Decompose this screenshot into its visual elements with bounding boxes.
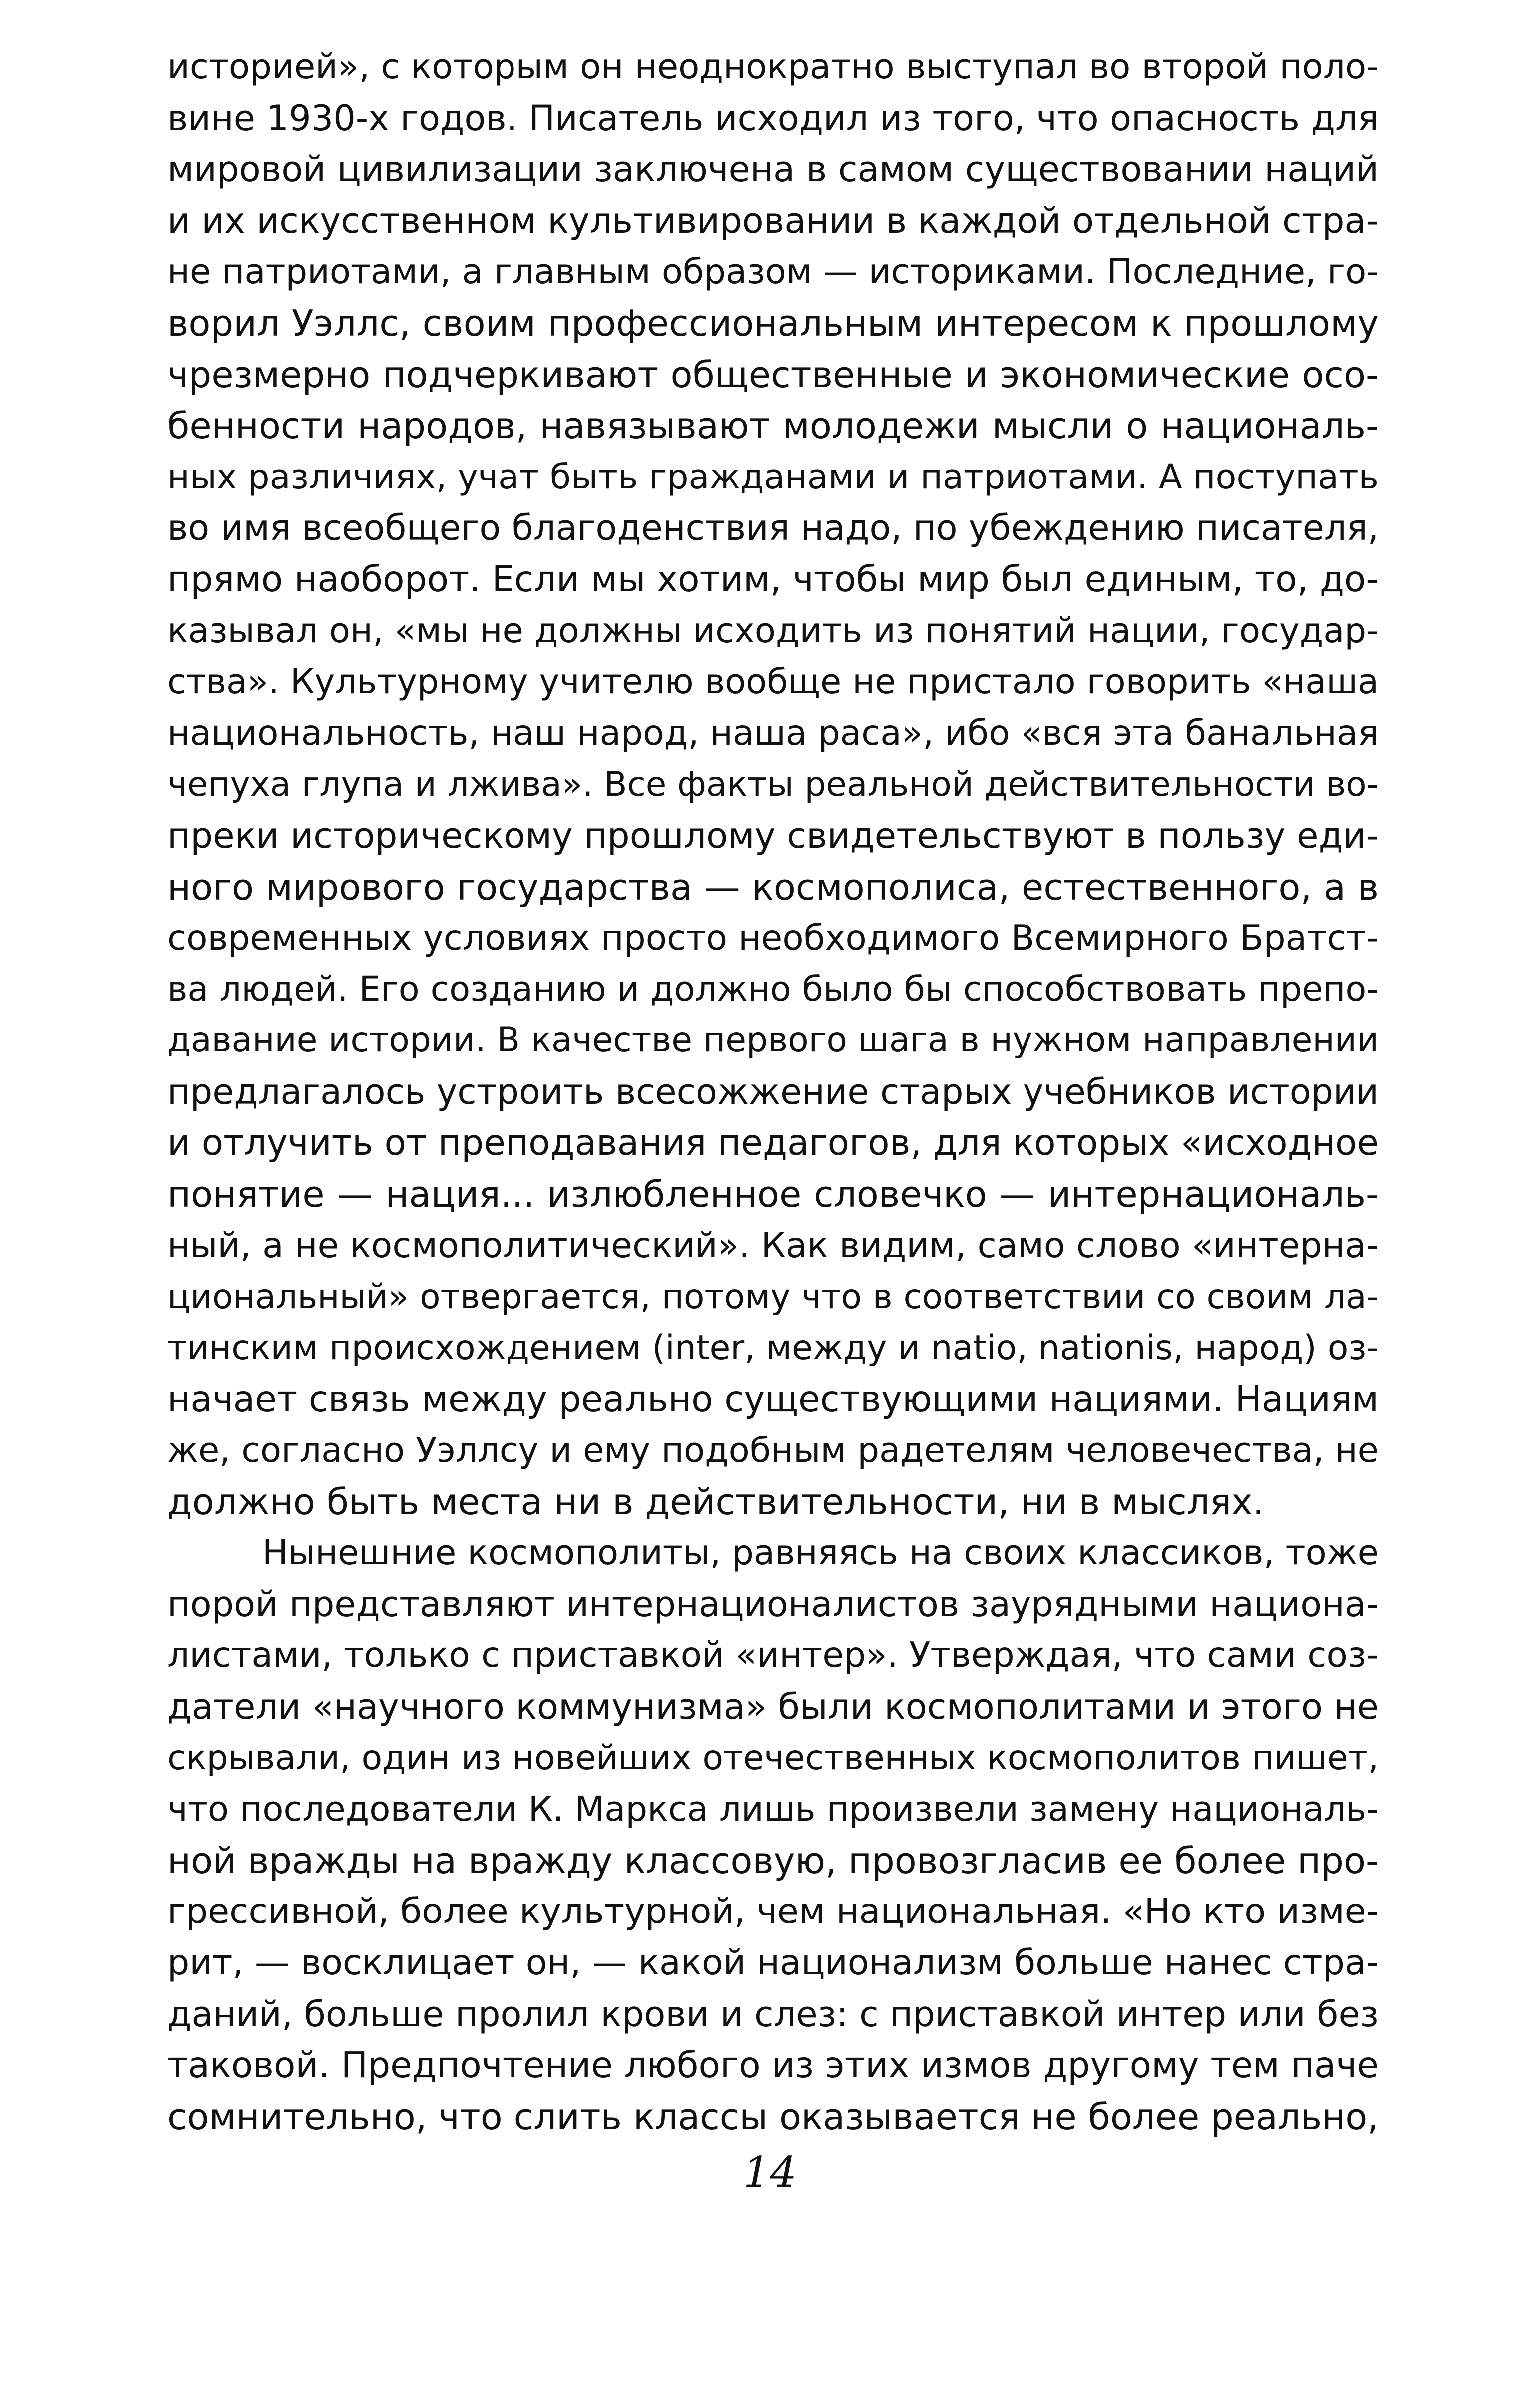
text-line: порой представляют интернационалистов заурядными национа- xyxy=(167,1583,1379,1625)
text-line: национальность, наш народ, наша раса», ибо «вся эта банальная xyxy=(167,713,1379,753)
text-line: сомнительно, что слить классы оказывается не более реально, xyxy=(167,2095,1379,2138)
text-line: рит, — восклицает он, — какой национализм больше нанес стра- xyxy=(167,1942,1379,1983)
text-line: бенности народов, навязывают молодежи мысли о националь- xyxy=(167,405,1379,447)
text-line: и их искусственном культивировании в каждой отдельной стра- xyxy=(167,200,1379,241)
text-line: должно быть места ни в действительности, ни в мыслях. xyxy=(167,1480,1264,1523)
text-line: предлагалось устроить всесожжение старых учебников истории xyxy=(167,1071,1379,1112)
text-line: во имя всеобщего благоденствия надо, по убеждению писателя, xyxy=(167,507,1379,549)
text-line: мировой цивилизации заключена в самом существовании наций xyxy=(167,149,1379,190)
text-line: преки историческому прошлому свидетельствуют в пользу еди- xyxy=(167,814,1379,856)
text-line: прямо наоборот. Если мы хотим, чтобы мир был единым, то, до- xyxy=(167,558,1379,600)
text-line: историей», с которым он неоднократно выступал во второй поло- xyxy=(167,47,1379,87)
page-number: 14 xyxy=(743,2148,797,2197)
body-text xyxy=(167,41,1379,2142)
text-line: чепуха глупа и лжива». Все факты реальной действительности во- xyxy=(167,764,1379,804)
text-line: ного мирового государства — космополиса, естественного, а в xyxy=(167,866,1379,908)
text-line: современных условиях просто необходимого Всемирного Братст- xyxy=(167,918,1379,959)
text-line: начает связь между реально существующими нациями. Нациям xyxy=(167,1378,1379,1420)
text-line: вине 1930-х годов. Писатель исходил из того, что опасность для xyxy=(167,97,1379,139)
text-line: скрывали, один из новейших отечественных космополитов пишет, xyxy=(167,1738,1379,1778)
text-line: ва людей. Его созданию и должно было бы способствовать препо- xyxy=(167,969,1379,1009)
text-line: не патриотами, а главным образом — историками. Последние, го- xyxy=(167,252,1379,292)
text-line: казывал он, «мы не должны исходить из понятий нации, государ- xyxy=(167,610,1379,651)
text-line: ных различиях, учат быть гражданами и патриотами. А поступать xyxy=(167,457,1379,497)
text-line: ный, а не космополитический». Как видим, само слово «интерна- xyxy=(167,1225,1379,1266)
text-line: давание истории. В качестве первого шага в нужном направлении xyxy=(167,1020,1379,1060)
text-line: тинским происхождением (inter, между и natio, nationis, народ) оз- xyxy=(167,1328,1379,1368)
text-line: что последователи К. Маркса лишь произвели замену националь- xyxy=(167,1789,1379,1830)
text-line: понятие — нация... излюбленное словечко — интернациональ- xyxy=(167,1173,1379,1216)
text-line: циональный» отвергается, потому что в соответствии со своим ла- xyxy=(167,1277,1379,1317)
text-line-paragraph-start: Нынешние космополиты, равняясь на своих классиков, тоже xyxy=(262,1533,1379,1573)
text-line: и отлучить от преподавания педагогов, для которых «исходное xyxy=(167,1122,1379,1164)
text-line: же, согласно Уэллсу и ему подобным радетелям человечества, не xyxy=(167,1431,1379,1471)
text-line: чрезмерно подчеркивают общественные и экономические осо- xyxy=(167,353,1379,396)
text-line: ворил Уэллс, своим профессиональным интересом к прошлому xyxy=(167,302,1379,344)
text-line: даний, больше пролил крови и слез: с приставкой интер или без xyxy=(167,1993,1379,2035)
text-line: ной вражды на вражду классовую, провозгласив ее более про- xyxy=(167,1839,1379,1882)
text-line: ства». Культурному учителю вообще не пристало говорить «наша xyxy=(167,662,1379,702)
text-line: грессивной, более культурной, чем национальная. «Но кто изме- xyxy=(167,1891,1379,1932)
text-line: листами, только с приставкой «интер». Утверждая, что сами соз- xyxy=(167,1635,1379,1676)
text-line: таковой. Предпочтение любого из этих измов другому тем паче xyxy=(167,2044,1379,2086)
text-line: датели «научного коммунизма» были космополитами и этого не xyxy=(167,1686,1379,1727)
